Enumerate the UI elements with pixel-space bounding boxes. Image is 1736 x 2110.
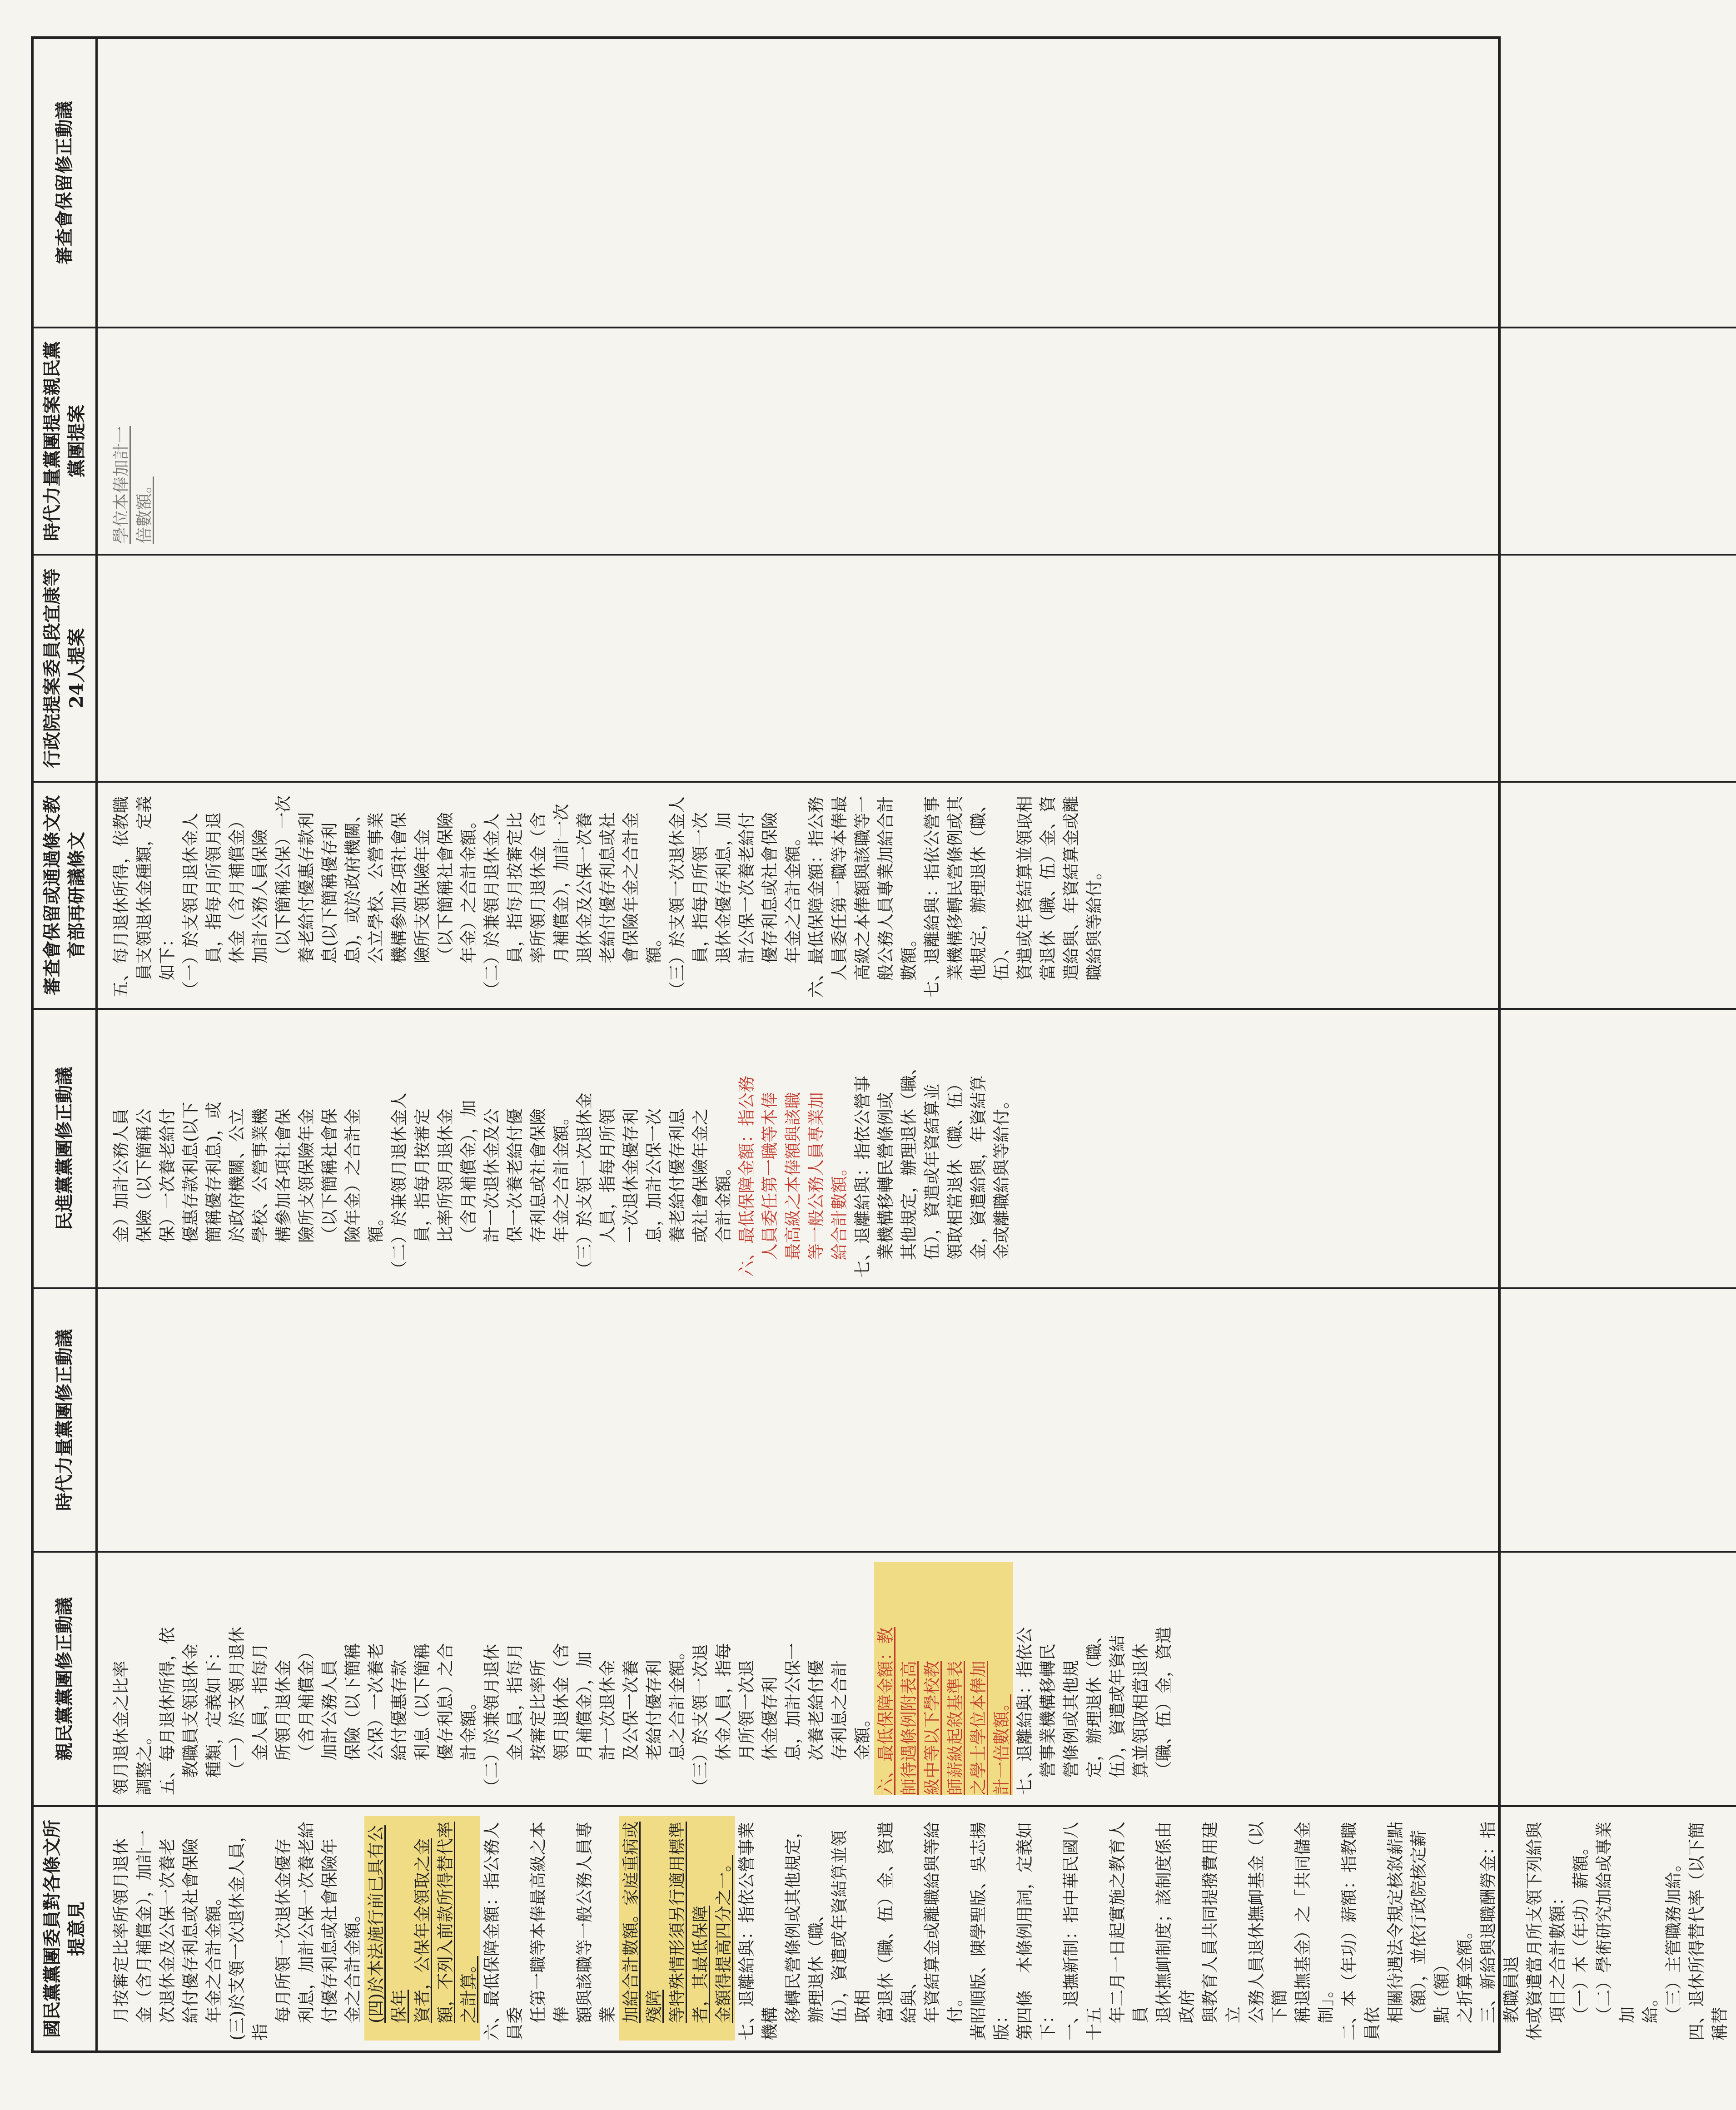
dpp-line: 存利息或社會保險 [528, 1108, 548, 1243]
pfp-line: 師待遇條例附表高 [897, 1562, 920, 1795]
review-line: 會保險年金之合計金 [621, 812, 641, 963]
npp-column [98, 1287, 1736, 1551]
header-pfp-motion: 親民黨黨團修正動議 [34, 1551, 95, 1805]
review-line: 員支領退休金種類，定義 [134, 796, 154, 981]
dpp-line: 人員，指每月所領 [598, 1108, 617, 1243]
review-line: 當退休（職、伍）金、資 [1038, 796, 1058, 981]
review-line: 資遣或年資結算並領取相 [1015, 796, 1035, 981]
pfp-line: 定，辦理退休（職、 [1084, 1627, 1104, 1778]
kmt-line: 給付優存利息或社會保險 [181, 1838, 200, 2023]
kmt-line: 公務人員退休撫卹基金（以下簡 [1247, 1822, 1289, 2023]
pfp-line: 營條例或其他規 [1061, 1660, 1081, 1778]
dpp-line: 險年金）之合計金 [343, 1108, 363, 1243]
dpp-line: 養老給付優存利息 [667, 1108, 687, 1243]
pfp-line: 利息（以下簡稱 [413, 1643, 432, 1761]
dpp-line: 保險（以下簡稱公 [134, 1108, 154, 1243]
dpp-line: 優惠存款利息(以下 [181, 1102, 200, 1243]
kmt-line: 七、退離給與：指依公營事業機構 [737, 1822, 780, 2040]
pfp-line: 級中等以下學校教 [920, 1562, 944, 1795]
kmt-line: 與教育人員共同提撥費用建立 [1200, 1822, 1243, 2023]
dpp-line: 給合計數額。 [830, 1159, 849, 1260]
pfp-line: 按審定比率所 [528, 1660, 548, 1761]
kmt-line: 當退休（職、伍）金、資遣給與、 [876, 1822, 919, 2023]
kmt-line: 四、退休所得替代率（以下簡稱替 [1687, 1822, 1730, 2040]
kmt-line: 六、最低保障金額：指公務人員委 [482, 1822, 525, 2040]
dpp-line: 簡稱優存利息)，或 [204, 1102, 224, 1243]
header-npp-motion: 時代力量黨團修正動議 [34, 1287, 95, 1551]
pfp-line: （二）於兼領月退休 [482, 1644, 502, 1795]
kmt-line: 稱退撫基金）之「共同儲金制」。 [1293, 1822, 1336, 2023]
kmt-line: (四)於本法施行前已具有公保年 [364, 1816, 411, 2040]
kmt-line: 黃昭順版、陳學聖版、吳志揚版： [969, 1822, 1011, 2040]
kmt-column [98, 1805, 1736, 2050]
review-line: （以下簡稱公保）一次 [274, 795, 293, 963]
dpp-line: 構參加各項社會保 [274, 1108, 293, 1243]
pfp-line: 保險（以下簡稱 [343, 1643, 363, 1761]
dpp-line: （含月補償金），加 [459, 1100, 478, 1243]
review-line: 人員委任第一職等本俸最 [830, 796, 849, 981]
kmt-line: 年金之合計金額。 [204, 1889, 224, 2023]
kmt-line: 付優存利息或社會保險年 [320, 1838, 339, 2023]
npp_pfp-line: 學位本俸加計一 [111, 426, 131, 544]
review-line: 養老給付優惠存款利 [297, 812, 316, 963]
kmt-line: 之計算。 [457, 1816, 480, 2040]
pfp-line: 之學士學位本俸加 [967, 1562, 990, 1795]
review-line: （一）於支領月退休金人 [181, 813, 200, 998]
kmt-line: 項目之合計數額： [1548, 1889, 1567, 2023]
dpp-line: 學校、公營事業機 [250, 1108, 270, 1243]
pfp-line: （三）於支領一次退 [691, 1644, 710, 1795]
dpp-line: 年金之合計金額。 [552, 1108, 571, 1243]
dpp-line: 一次退休金優存利 [621, 1108, 641, 1243]
kmt-line: 金之合計金額。 [343, 1906, 363, 2023]
table-header-row [34, 39, 98, 2050]
kmt-line: 額，不列入前款所得替代率 [434, 1816, 457, 2040]
dpp-line: 險所支領保險年金 [297, 1108, 316, 1243]
pfp-line: 休金人員，指每 [714, 1643, 733, 1761]
pfp-line: 給付優惠存款 [389, 1660, 409, 1761]
review-line: 休金（含月補償金） [227, 812, 247, 963]
kmt-line: 年二月一日起實施之教育人員 [1108, 1822, 1150, 2023]
kmt-line: 相關待遇法令規定核敘薪點 [1386, 1822, 1405, 2023]
review-line: 職給與等給付。 [1084, 863, 1104, 981]
review-line: 機構參加各項社會保 [389, 812, 409, 963]
dpp-line: 業機構移轉民營條例或 [876, 1092, 895, 1260]
review-line: 般公務人員專業加給合計 [876, 796, 895, 981]
dpp-line: 金）加計公務人員 [111, 1108, 131, 1243]
dpp-line: 合計金額。 [714, 1159, 733, 1243]
pfp-line: 計一次退休金 [598, 1660, 617, 1761]
pfp-line: （含月補償金） [297, 1643, 316, 1761]
kmt-line: 休或資遣當月所支領下列給與 [1525, 1822, 1544, 2040]
kmt-line: （三）主管職務加給。 [1664, 1855, 1683, 2023]
dpp-line: 於政府機關、公立 [227, 1108, 247, 1243]
dpp-line: 息，加計公保一次 [644, 1108, 664, 1243]
kmt-line: 次退休金及公保一次養老 [158, 1838, 177, 2023]
review-line: 員，指每月所領月退 [204, 812, 224, 963]
kmt-line: 任第一職等本俸最高級之本俸 [528, 1822, 571, 2023]
pfp-line: 及公保一次養 [621, 1660, 641, 1761]
dpp-line: 保）一次養老給付 [158, 1108, 177, 1243]
pfp-line: 金人員，指每月 [505, 1643, 525, 1761]
review-line: 員，指每月所領一次 [691, 812, 710, 963]
pfp-line: 加計公務人員 [320, 1660, 339, 1761]
review-line: 優存利息或社會保險 [760, 812, 780, 963]
dpp-line: 六、最低保障金額：指公務 [737, 1076, 756, 1277]
ey-column [98, 554, 1736, 781]
comparison-table [31, 36, 1730, 2053]
kmt-line: 額與該職等一般公務人員專業 [575, 1822, 617, 2023]
kmt-line: （二）學術研究加給或專業加 [1594, 1822, 1637, 2023]
pfp-line: 師薪級起敘基準表 [944, 1562, 967, 1795]
kmt-line: 二、本（年功）薪額：指教職員依 [1339, 1822, 1382, 2040]
dpp-line: （以下簡稱社會保 [320, 1108, 339, 1243]
kmt-line: 利息，加計公保一次養老給 [297, 1822, 316, 2023]
review-line: 退休金優存利息，加 [714, 812, 733, 963]
pfp-line: （一）於支領月退休 [227, 1627, 247, 1778]
pfp-line: 息之合計金額。 [667, 1643, 687, 1761]
review-line: 額。 [644, 930, 664, 963]
header-ey-proposal: 行政院提案委員段宜康等24人提案 [34, 554, 95, 781]
review-line: 計公保一次養老給付 [737, 812, 756, 963]
pfp-line: 教職員支領退休金 [181, 1643, 200, 1778]
dpp-line: 七、退離給與：指依公營事 [853, 1076, 872, 1277]
kmt-line: 之折算金額。 [1455, 1922, 1475, 2023]
kmt-line: 退休撫卹制度；該制度係由政府 [1154, 1822, 1197, 2023]
pfp-line: 優存利息）之合 [436, 1643, 455, 1761]
pfp-line: 種類，定義如下： [204, 1643, 224, 1778]
kmt-line: （一）本（年功）薪額。 [1571, 1838, 1591, 2023]
table-body-row [98, 39, 1736, 2050]
review-line: 員，指每月按審定比 [505, 812, 525, 963]
review-line: 七、退離給與：指依公營事 [922, 796, 942, 998]
dpp-line: 最高級之本俸額與該職 [783, 1092, 803, 1260]
kmt-line: （額），並依行政院核定薪點（額） [1409, 1830, 1452, 2023]
reserve-column [98, 39, 1736, 327]
pfp-line: 領月退休金之比率 [111, 1661, 131, 1795]
review-line: （以下簡稱社會保險 [436, 812, 455, 963]
review-line: 五、每月退休所得，依教職 [111, 796, 131, 998]
review-line: 年金）之合計金額。 [459, 812, 478, 963]
pfp-line: 五、每月退休所得，依 [158, 1627, 177, 1795]
kmt-line: 加給合計數額。家庭重病或殘障 [619, 1816, 666, 2040]
header-dpp-motion: 民進黨黨團修正動議 [34, 1008, 95, 1287]
dpp-line: 保一次養老給付優 [505, 1108, 525, 1243]
pfp-line: 伍），資遣或年資結 [1108, 1635, 1127, 1778]
dpp-line: （二）於兼領月退休金人 [389, 1092, 409, 1277]
npp-pfp-column [98, 327, 1736, 554]
pfp-line: 月補償金），加 [575, 1651, 594, 1761]
kmt-line: 年資結算金或離職給與等給付。 [922, 1822, 965, 2023]
pfp-line: 調整之。 [134, 1728, 154, 1795]
dpp-line: （三）於支領一次退休金 [575, 1092, 594, 1277]
header-review-reserve: 審查會保留修正動議 [54, 101, 75, 265]
pfp-line: 金額。 [853, 1710, 872, 1761]
review-column [98, 781, 1736, 1008]
pfp-line: 算並領取相當退休 [1131, 1643, 1150, 1778]
review-line: 息(以下簡稱優存利 [320, 822, 339, 963]
review-line: （三）於支領一次退休金人 [667, 796, 687, 998]
review-line: 月補償金），加計一次 [552, 804, 571, 963]
kmt-line: 每月所領一次退休金優存 [274, 1838, 293, 2023]
review-line: （二）於兼領月退休金人 [482, 813, 502, 998]
review-line: 公立學校、公營事業 [366, 812, 386, 963]
dpp-line: 金或離職給與等給付。 [992, 1092, 1011, 1260]
review-line: 老給付優存利息或社 [598, 812, 617, 963]
pfp-line: 營事業機構移轉民 [1038, 1643, 1058, 1778]
pfp-line: 計一倍數額。 [990, 1562, 1013, 1795]
pfp-line: 六、最低保障金額：教 [874, 1562, 897, 1795]
kmt-line: 伍），資遣或年資結算並領取相 [830, 1830, 872, 2023]
dpp-line: 比率所領月退休金 [436, 1108, 455, 1243]
review-line: 高級之本俸額與該職等一 [853, 796, 872, 981]
pfp-line: 月所領一次退 [737, 1660, 756, 1761]
dpp-line: 等一般公務人員專業加 [806, 1092, 826, 1260]
npp_pfp-line: 倍數額。 [134, 477, 154, 544]
kmt-line: 月按審定比率所領月退休 [111, 1838, 131, 2023]
review-line: 息)，或於政府機關、 [343, 805, 363, 963]
review-line: 退休金及公保一次養 [575, 812, 594, 963]
pfp-line: 休金優存利 [760, 1677, 780, 1761]
review-line: 遣給與、年資結算金或離 [1061, 796, 1081, 981]
kmt-line: 三、新給與退職酬勞金：指教職員退 [1478, 1822, 1521, 2023]
header-kmt: 國民黨黨團委員對各條文所提意見 [34, 1805, 95, 2050]
review-line: 率所領月退休金（含 [528, 812, 548, 963]
review-line: 險所支領保險年金 [413, 829, 432, 963]
review-line: 六、最低保障金額：指公務 [806, 796, 826, 998]
kmt-line: 移轉民營條例或其他規定，辦理退休（職、 [783, 1822, 826, 2023]
pfp-line: 公保）一次養老 [366, 1643, 386, 1761]
dpp-line: 或社會保險年金之 [691, 1108, 710, 1243]
dpp-line: 計一次退休金及公 [482, 1108, 502, 1243]
pfp-line: 次養老給付優 [806, 1660, 826, 1761]
dpp-line: 額。 [366, 1209, 386, 1243]
pfp-column [98, 1551, 1736, 1805]
review-line: 如下： [158, 930, 177, 981]
kmt-line: 第四條 本條例用詞，定義如下： [1015, 1822, 1058, 2040]
pfp-line: 所領月退休金 [274, 1660, 293, 1761]
review-line: 年金之合計金額。 [783, 829, 803, 963]
pfp-line: 計金額。 [459, 1693, 478, 1761]
kmt-line: (三)於支領一次退休金人員，指 [227, 1826, 270, 2040]
pfp-line: 金人員，指每月 [250, 1643, 270, 1761]
pfp-line: 領月退休金（含 [552, 1643, 571, 1761]
pfp-line: 存利息之合計 [830, 1660, 849, 1761]
header-review-text: 審查會保留或通過條文教育部再研議條文 [34, 781, 95, 1008]
kmt-line: 等特殊情形須另行適用標準者，其最低保障 [666, 1816, 712, 2040]
dpp-line: 其他規定，辦理退休（職、 [899, 1058, 919, 1260]
kmt-line: 一、退撫新制：指中華民國八十五 [1061, 1822, 1104, 2040]
pfp-line: 息，加計公保一 [783, 1643, 803, 1761]
review-line: 數額。 [899, 930, 919, 981]
kmt-line: 資者，公保年金領取之金 [411, 1816, 434, 2040]
pfp-line: （職、伍）金，資遣 [1154, 1627, 1174, 1778]
review-line: 他規定，辦理退休（職、伍）、 [969, 796, 1011, 981]
dpp-line: 人員委任第一職等本俸 [760, 1092, 780, 1260]
dpp-line: 領取相當退休（職、伍） [945, 1075, 965, 1260]
review-line: 業機構移轉民營條例或其 [945, 796, 965, 981]
kmt-line: 金額得提高四分之一。 [712, 1816, 735, 2040]
dpp-line: 員，指每月按審定 [413, 1108, 432, 1243]
header-npp-pfp-proposal: 時代力量黨團提案親民黨黨團提案 [34, 327, 95, 554]
dpp-column [98, 1008, 1736, 1287]
kmt-line: 給。 [1641, 1990, 1660, 2023]
dpp-line: 金，資遣給與，年資結算 [969, 1075, 988, 1260]
kmt-line: 金（含月補償金），加計一 [134, 1830, 154, 2023]
pfp-line: 七、退離給與：指依公 [1015, 1627, 1035, 1795]
dpp-line: 伍），資遣或年資結算並 [922, 1083, 942, 1260]
review-line: 加計公務人員保險 [250, 829, 270, 963]
pfp-line: 老給付優存利 [644, 1660, 664, 1761]
